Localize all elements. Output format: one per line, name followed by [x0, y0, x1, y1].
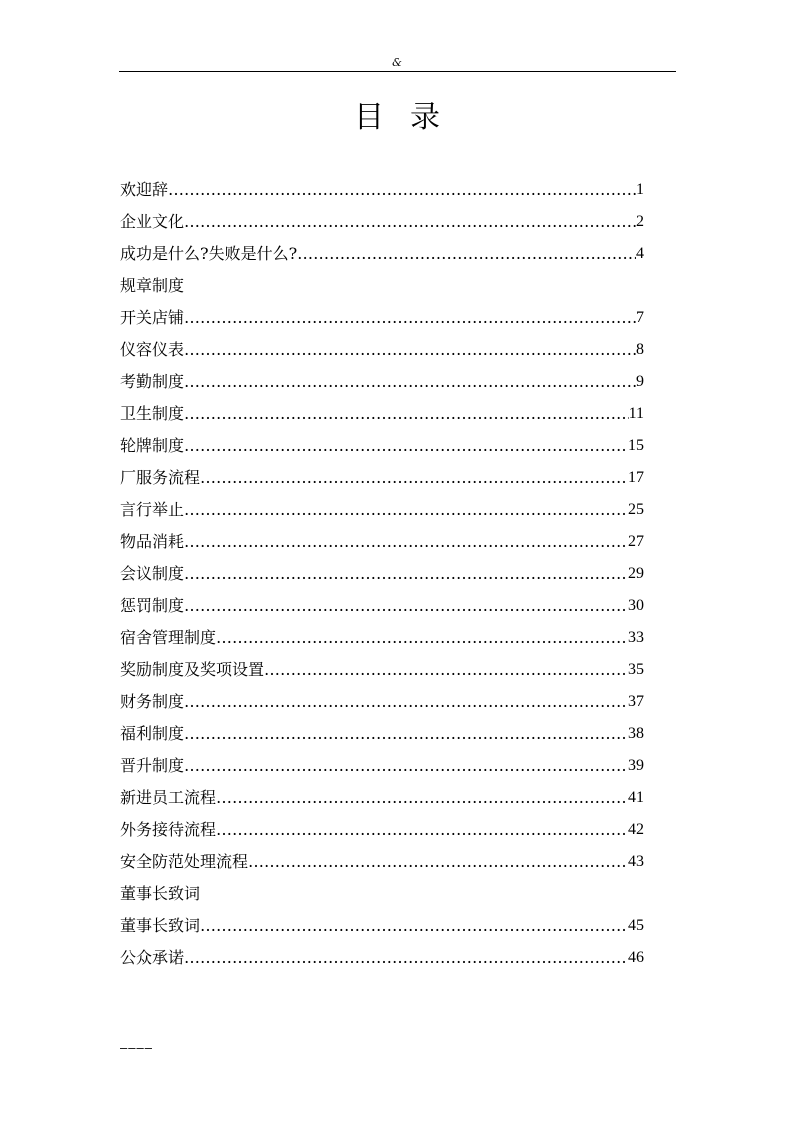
toc-leader-dots — [248, 846, 628, 878]
toc-leader-dots — [184, 302, 636, 334]
toc-entry-label: 董事长致词 — [120, 916, 201, 935]
toc-leader-dots — [200, 910, 628, 942]
toc-entry[interactable] — [120, 814, 644, 846]
toc-page-number: 37 — [628, 693, 644, 710]
toc-entry-label: 惩罚制度 — [120, 596, 185, 615]
toc-page-number: 8 — [636, 341, 644, 358]
toc-entry[interactable] — [120, 654, 644, 686]
toc-entry[interactable] — [120, 558, 644, 590]
toc-leader-dots — [184, 590, 628, 622]
toc-leader-dots — [184, 366, 636, 398]
toc-page-number: 11 — [628, 405, 644, 422]
toc-entry[interactable] — [120, 174, 644, 206]
toc-entry[interactable] — [120, 302, 644, 334]
header-rule — [119, 71, 676, 72]
toc-leader-dots — [297, 238, 636, 270]
toc-entry-label: 卫生制度 — [120, 404, 185, 423]
toc-page-number: 30 — [628, 597, 644, 614]
toc-page-number: 1 — [636, 181, 644, 198]
toc-entry-label: 安全防范处理流程 — [120, 852, 249, 871]
footer-mark: –––– — [120, 1040, 153, 1055]
toc-entry-label: 欢迎辞 — [120, 180, 169, 199]
page-title: 目录 — [354, 100, 466, 135]
toc-leader-dots — [216, 814, 628, 846]
toc-page-number: 27 — [628, 533, 644, 550]
toc-entry[interactable] — [120, 366, 644, 398]
toc-leader-dots — [216, 622, 628, 654]
toc-page-number: 7 — [636, 309, 644, 326]
toc-leader-dots — [216, 782, 628, 814]
toc-leader-dots — [184, 206, 636, 238]
toc-leader-dots — [264, 654, 628, 686]
toc-leader-dots — [200, 462, 628, 494]
toc-entry-label: 考勤制度 — [120, 372, 185, 391]
toc-entry-label: 公众承诺 — [120, 948, 185, 967]
toc-page-number: 33 — [628, 629, 644, 646]
toc-page-number: 35 — [628, 661, 644, 678]
header-mark: & — [392, 56, 402, 69]
toc-entry-label: 成功是什么?失败是什么? — [120, 244, 298, 263]
toc-entry-label: 开关店铺 — [120, 308, 185, 327]
toc-leader-dots — [168, 174, 636, 206]
toc-entry[interactable] — [120, 494, 644, 526]
toc-page-number: 38 — [628, 725, 644, 742]
toc-entry[interactable] — [120, 782, 644, 814]
toc-entry-label: 言行举止 — [120, 500, 185, 519]
toc-page-number: 25 — [628, 501, 644, 518]
toc-leader-dots — [184, 750, 628, 782]
toc-entry-label: 规章制度 — [120, 276, 185, 295]
toc-entry-label: 轮牌制度 — [120, 436, 185, 455]
toc-page-number: 4 — [636, 245, 644, 262]
toc-leader-dots — [184, 334, 636, 366]
toc-page-number: 42 — [628, 821, 644, 838]
toc-page-number: 41 — [628, 789, 644, 806]
toc-leader-dots — [184, 686, 628, 718]
toc-leader-dots — [184, 398, 629, 430]
toc-leader-dots — [184, 494, 628, 526]
toc-entry[interactable] — [120, 238, 644, 270]
toc-entry[interactable] — [120, 846, 644, 878]
toc-leader-dots — [184, 558, 628, 590]
toc-entry-label: 物品消耗 — [120, 532, 185, 551]
toc-entry-label: 会议制度 — [120, 564, 185, 583]
toc-entry[interactable] — [120, 398, 644, 430]
toc-leader-dots — [184, 942, 628, 974]
toc-entry[interactable] — [120, 942, 644, 974]
table-of-contents — [120, 174, 644, 974]
toc-entry-label: 企业文化 — [120, 212, 185, 231]
toc-entry-label: 仪容仪表 — [120, 340, 185, 359]
toc-entry[interactable] — [120, 462, 644, 494]
toc-page-number: 9 — [636, 373, 644, 390]
toc-page-number: 45 — [628, 917, 644, 934]
toc-entry[interactable] — [120, 334, 644, 366]
toc-entry[interactable] — [120, 206, 644, 238]
toc-leader-dots — [184, 430, 628, 462]
toc-entry[interactable] — [120, 430, 644, 462]
toc-entry-label: 奖励制度及奖项设置 — [120, 660, 265, 679]
toc-page-number: 17 — [628, 469, 644, 486]
toc-entry-label: 董事长致词 — [120, 884, 201, 903]
toc-entry-label: 宿舍管理制度 — [120, 628, 217, 647]
toc-entry-label: 外务接待流程 — [120, 820, 217, 839]
toc-entry-label: 晋升制度 — [120, 756, 185, 775]
toc-entry-label: 新进员工流程 — [120, 788, 217, 807]
toc-entry[interactable] — [120, 526, 644, 558]
toc-page-number: 39 — [628, 757, 644, 774]
toc-page-number: 29 — [628, 565, 644, 582]
toc-entry-label: 厂服务流程 — [120, 468, 201, 487]
toc-entry-label: 财务制度 — [120, 692, 185, 711]
toc-page-number: 46 — [628, 949, 644, 966]
toc-entry[interactable] — [120, 910, 644, 942]
toc-entry[interactable] — [120, 750, 644, 782]
toc-leader-dots — [184, 526, 628, 558]
toc-entry[interactable] — [120, 878, 644, 910]
toc-leader-dots — [184, 718, 628, 750]
toc-entry[interactable] — [120, 590, 644, 622]
toc-page-number: 43 — [628, 853, 644, 870]
toc-entry[interactable] — [120, 686, 644, 718]
toc-page-number: 15 — [628, 437, 644, 454]
toc-entry-label: 福利制度 — [120, 724, 185, 743]
toc-entry[interactable] — [120, 718, 644, 750]
toc-entry[interactable] — [120, 270, 644, 302]
toc-page-number: 2 — [636, 213, 644, 230]
toc-entry[interactable] — [120, 622, 644, 654]
